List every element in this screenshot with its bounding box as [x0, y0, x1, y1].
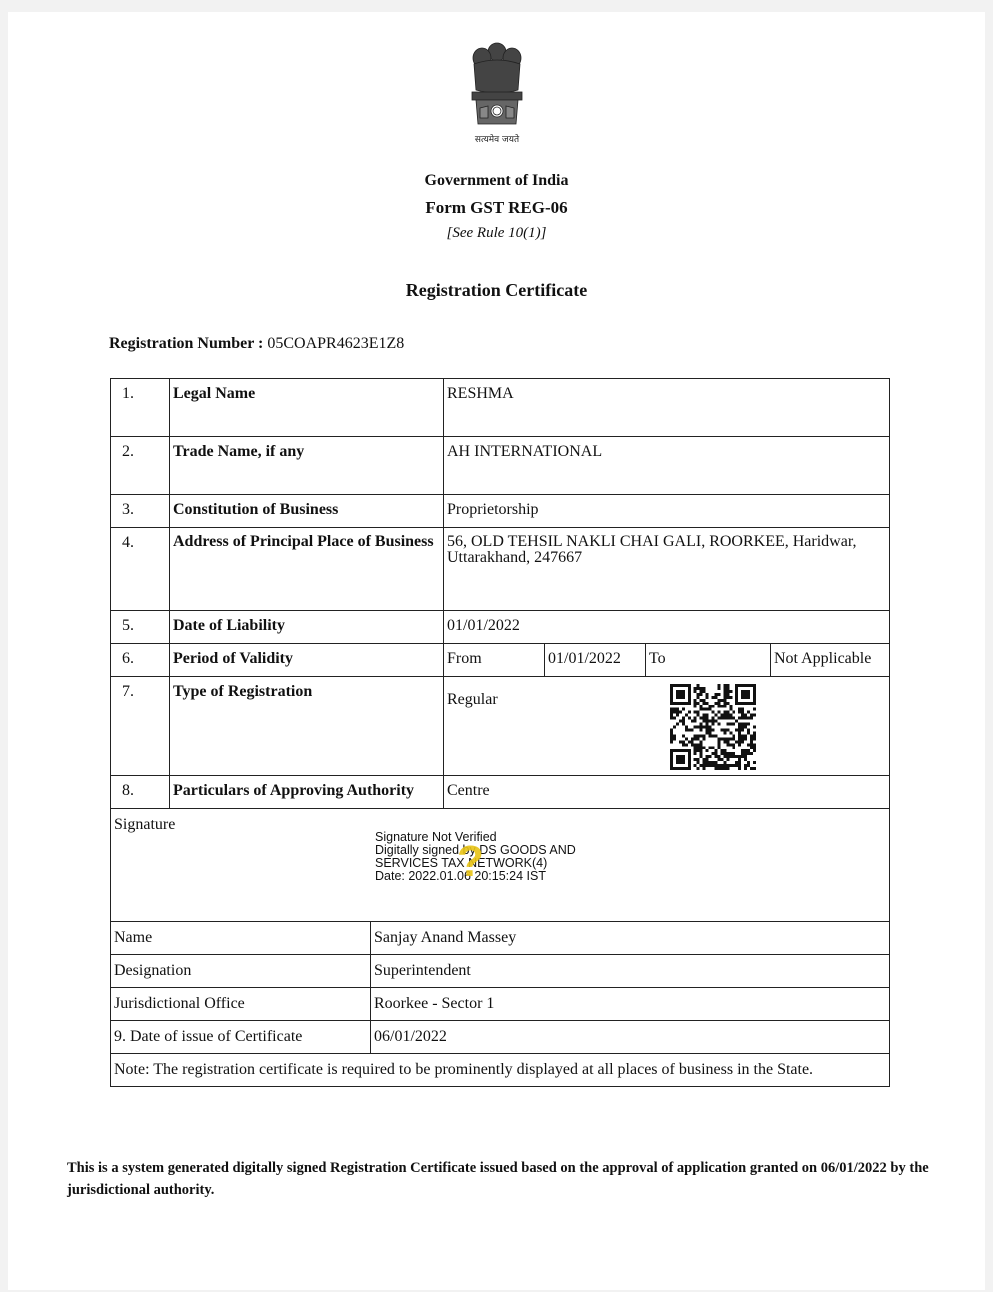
signature-unverified-mark: ? — [457, 837, 484, 886]
government-heading: Government of India — [424, 172, 569, 189]
ashoka-emblem-icon — [462, 38, 532, 148]
signature-date: Date: 2022.01.06 20:15:24 IST — [375, 869, 546, 883]
table-row — [111, 528, 890, 611]
row-number: 4. — [111, 528, 170, 611]
table-row — [111, 379, 890, 437]
registration-number-value: 05COAPR4623E1Z8 — [267, 335, 405, 352]
table-row — [111, 611, 890, 644]
field-label: Constitution of Business — [170, 495, 444, 528]
legal-name-value: RESHMA — [444, 379, 890, 437]
issue-date-value: 06/01/2022 — [371, 1021, 890, 1054]
table-row — [111, 776, 890, 809]
qr-code-icon — [670, 684, 756, 770]
field-label: 9. Date of issue of Certificate — [111, 1021, 371, 1054]
note-text: Note: The registration certificate is required to be prominently displayed at all places of business in the State. — [111, 1054, 890, 1087]
field-label: Type of Registration — [170, 677, 444, 776]
table-row — [111, 437, 890, 495]
signature-table — [110, 808, 890, 1087]
registration-number — [109, 335, 404, 353]
designation-value: Superintendent — [371, 955, 890, 988]
field-label: Period of Validity — [170, 644, 444, 677]
constitution-value: Proprietorship — [444, 495, 890, 528]
row-number: 2. — [111, 437, 170, 495]
validity-to-value: Not Applicable — [771, 644, 890, 677]
field-label: Jurisdictional Office — [111, 988, 371, 1021]
signature-status: Signature Not Verified — [375, 830, 497, 844]
signature-cell — [111, 809, 890, 922]
table-row — [111, 809, 890, 922]
row-number: 5. — [111, 611, 170, 644]
signature-label: Signature — [114, 816, 176, 833]
form-heading: Form GST REG-06 — [425, 198, 568, 217]
emblem-motto: सत्यमेव जयते — [474, 135, 520, 145]
signature-signer-cont: SERVICES TAX NETWORK(4) — [375, 856, 548, 870]
validity-from-value: 01/01/2022 — [545, 644, 646, 677]
row-number: 8. — [111, 776, 170, 809]
footer-statement: This is a system generated digitally signed Registration Certificate issued based on the approval of application granted on 06/01/2022 by the jurisdictional authority. — [67, 1160, 929, 1198]
field-label: Trade Name, if any — [170, 437, 444, 495]
row-number: 1. — [111, 379, 170, 437]
signature-signer: Digitally signed by DS GOODS AND — [375, 843, 576, 857]
table-row — [111, 495, 890, 528]
approving-authority-value: Centre — [444, 776, 890, 809]
liability-date-value: 01/01/2022 — [444, 611, 890, 644]
trade-name-value: AH INTERNATIONAL — [444, 437, 890, 495]
certificate-title: Registration Certificate — [405, 280, 588, 300]
table-row — [111, 1021, 890, 1054]
details-table — [110, 378, 890, 809]
field-label: Designation — [111, 955, 371, 988]
field-label: Particulars of Approving Authority — [170, 776, 444, 809]
row-number: 3. — [111, 495, 170, 528]
field-label: Name — [111, 922, 371, 955]
registration-number-label: Registration Number : — [109, 335, 264, 352]
table-row — [111, 677, 890, 776]
rule-reference: [See Rule 10(1)] — [446, 225, 547, 241]
jurisdictional-office-value: Roorkee - Sector 1 — [371, 988, 890, 1021]
table-row — [111, 955, 890, 988]
table-row — [111, 922, 890, 955]
table-row — [111, 988, 890, 1021]
officer-name-value: Sanjay Anand Massey — [371, 922, 890, 955]
registration-type-value: Regular — [444, 677, 890, 776]
row-number: 7. — [111, 677, 170, 776]
table-row — [111, 644, 890, 677]
field-label: Legal Name — [170, 379, 444, 437]
validity-to-label: To — [646, 644, 771, 677]
row-number: 6. — [111, 644, 170, 677]
address-value: 56, OLD TEHSIL NAKLI CHAI GALI, ROORKEE, Haridwar, Uttarakhand, 247667 — [444, 528, 890, 611]
validity-from-label: From — [444, 644, 545, 677]
field-label: Date of Liability — [170, 611, 444, 644]
table-row — [111, 1054, 890, 1087]
field-label: Address of Principal Place of Business — [170, 528, 444, 611]
